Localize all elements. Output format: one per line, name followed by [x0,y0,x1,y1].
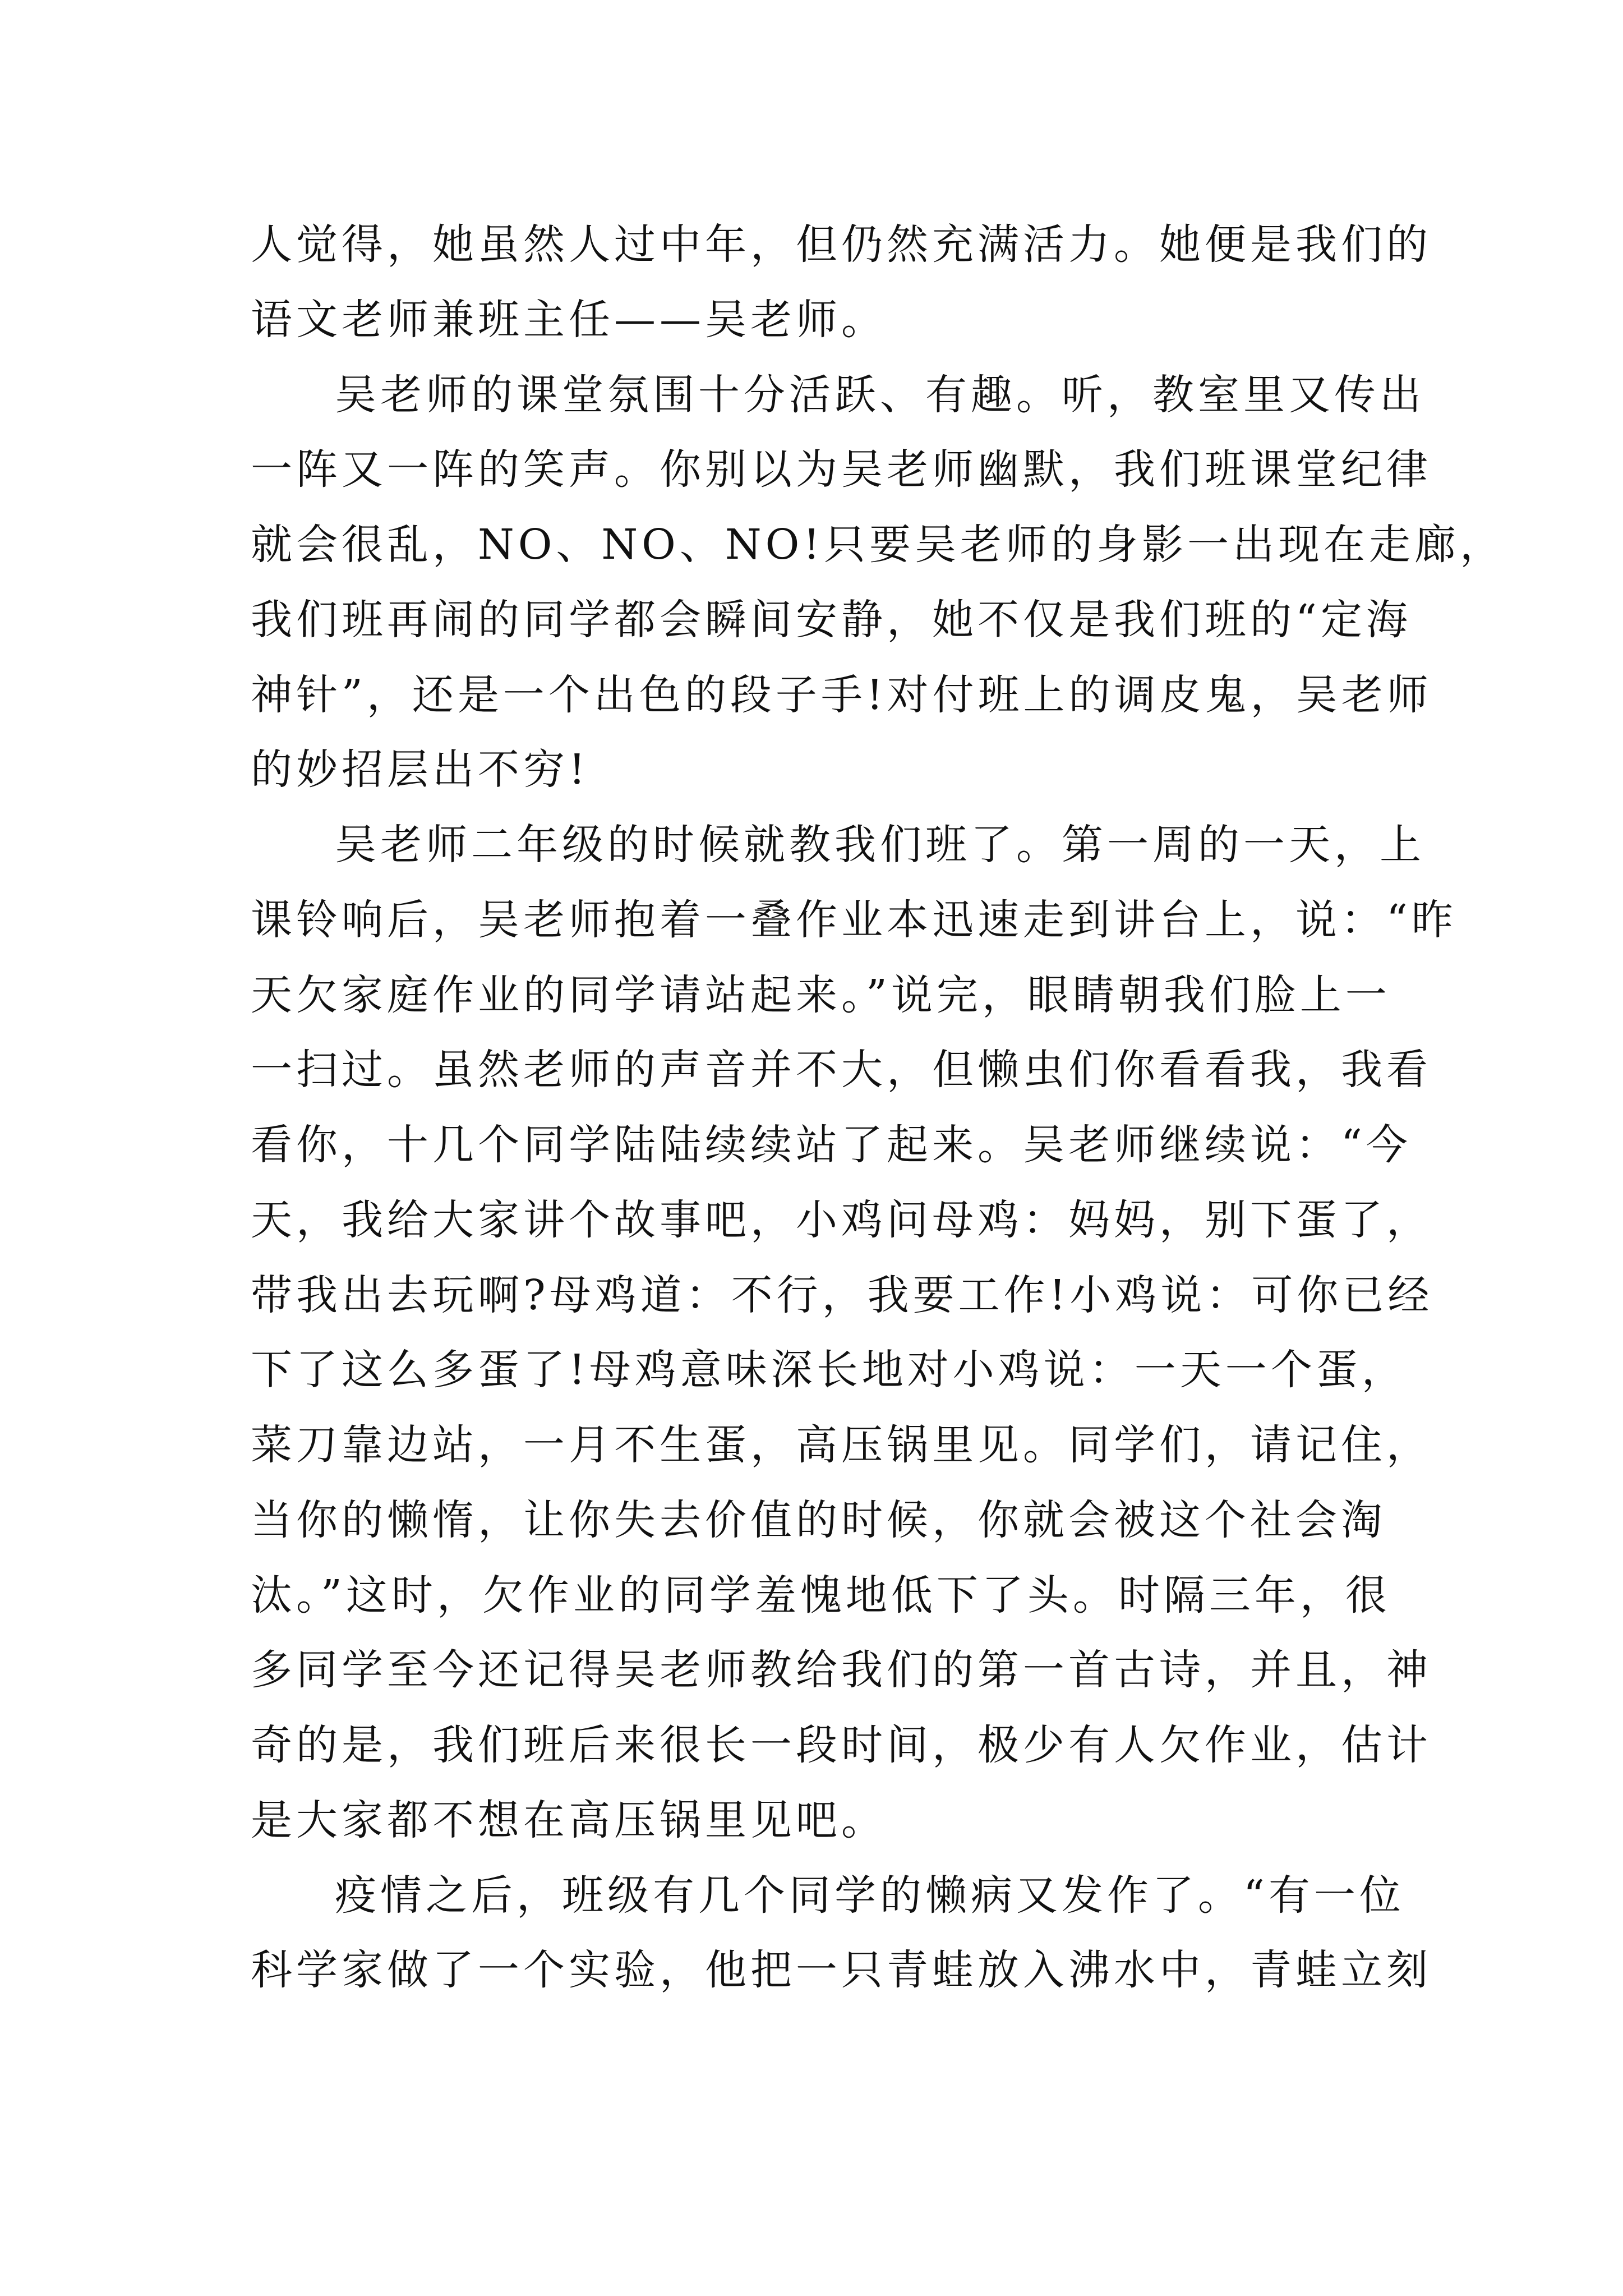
text-line: 我们班再闹的同学都会瞬间安静，她不仅是我们班的“定海 [251,596,1412,644]
text-line: 一阵又一阵的笑声。你别以为吴老师幽默，我们班课堂纪律 [251,445,1432,494]
text-line: 科学家做了一个实验，他把一只青蛙放入沸水中，青蛙立刻 [251,1946,1432,1994]
text-line: 一扫过。虽然老师的声音并不大，但懒虫们你看看我，我看 [251,1046,1432,1094]
text-line: 是大家都不想在高压锅里见吧。 [251,1796,887,1844]
text-line: 看你，十几个同学陆陆续续站了起来。吴老师继续说：“今 [251,1121,1412,1169]
text-line: 下了这么多蛋了!母鸡意味深长地对小鸡说：一天一个蛋， [251,1346,1407,1394]
paragraph-start-line: 疫情之后，班级有几个同学的懒病又发作了。“有一位 [335,1871,1405,1920]
text-line: 课铃响后，吴老师抱着一叠作业本迅速走到讲台上，说：“昨 [251,896,1457,944]
text-line: 语文老师兼班主任——吴老师。 [251,296,887,344]
text-line: 当你的懒惰，让你失去价值的时候，你就会被这个社会淘 [251,1496,1386,1544]
text-line: 带我出去玩啊?母鸡道：不行，我要工作!小鸡说：可你已经 [251,1271,1433,1319]
text-line: 天欠家庭作业的同学请站起来。”说完，眼睛朝我们脸上一 [251,971,1391,1019]
text-line: 汰。”这时，欠作业的同学羞愧地低下了头。时隔三年，很 [251,1571,1391,1619]
text-line: 神针”，还是一个出色的段子手!对付班上的调皮鬼，吴老师 [251,671,1432,719]
text-line: 的妙招层出不穷! [251,746,589,794]
text-line: 菜刀靠边站，一月不生蛋，高压锅里见。同学们，请记住， [251,1421,1432,1469]
paragraph-start-line: 吴老师的课堂氛围十分活跃、有趣。听，教室里又传出 [335,371,1425,419]
text-line: 就会很乱，NO、NO、NO!只要吴老师的身影一出现在走廊， [251,521,1505,569]
text-line: 天，我给大家讲个故事吧，小鸡问母鸡：妈妈，别下蛋了， [251,1196,1432,1244]
text-line: 多同学至今还记得吴老师教给我们的第一首古诗，并且，神 [251,1646,1432,1694]
paragraph-start-line: 吴老师二年级的时候就教我们班了。第一周的一天，上 [335,821,1425,869]
text-line: 奇的是，我们班后来很长一段时间，极少有人欠作业，估计 [251,1721,1432,1769]
text-line: 人觉得，她虽然人过中年，但仍然充满活力。她便是我们的 [251,220,1432,269]
